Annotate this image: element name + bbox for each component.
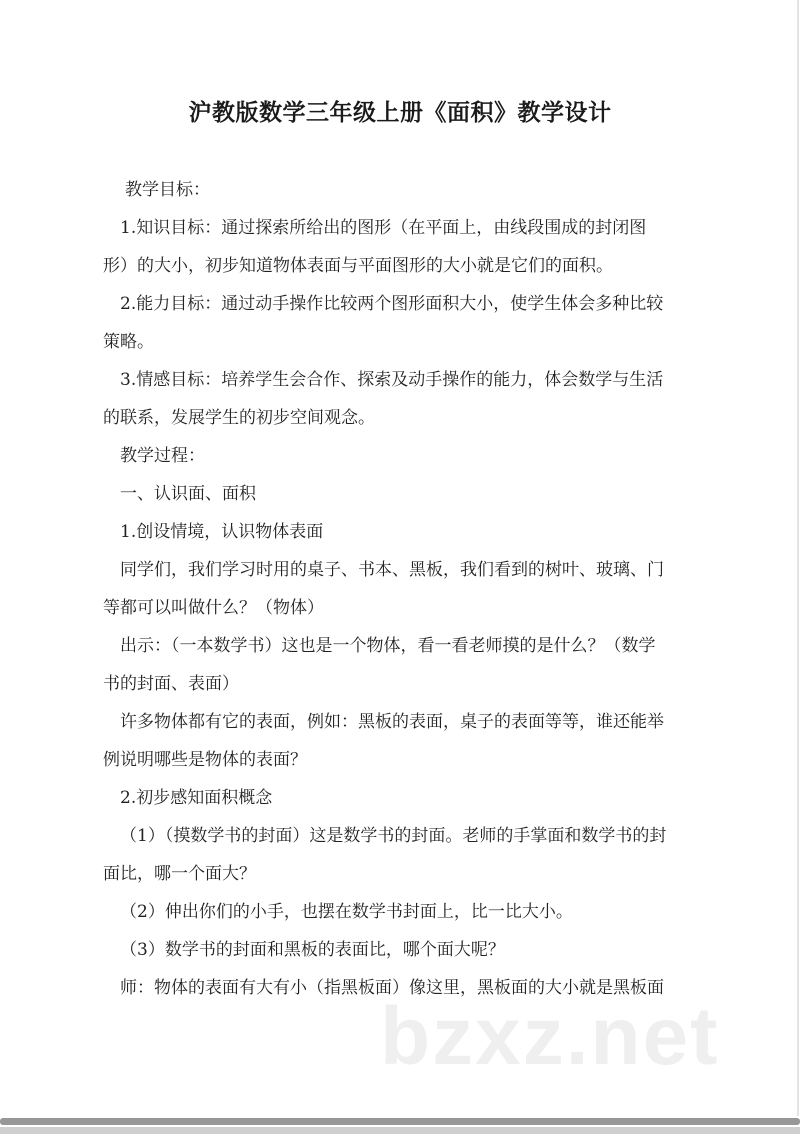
paragraph-step-1 (103, 817, 703, 893)
subheading-area-concept (103, 779, 703, 817)
text-line: 出示：（一本数学书）这也是一个物体，看一看老师摸的是什么？（数学 (120, 636, 656, 656)
section-heading-teaching-process (103, 437, 703, 475)
text-line: 面比，哪一个面大？ (103, 864, 256, 884)
paragraph-show-math-book (103, 627, 703, 703)
document-body (103, 171, 703, 1007)
text-line: 2.初步感知面积概念 (120, 788, 273, 808)
paragraph-emotional-goal (103, 361, 703, 437)
subheading-create-scenario (103, 513, 703, 551)
text-line: （1）（摸数学书的封面）这是数学书的封面。老师的手掌面和数学书的封 (120, 826, 667, 846)
paragraph-step-3 (103, 931, 703, 969)
section-heading-teaching-goals (103, 171, 703, 209)
section-heading-part-one (103, 475, 703, 513)
text-line: 教学过程： (120, 446, 205, 466)
paragraph-ability-goal (103, 285, 703, 361)
text-line: 同学们，我们学习时用的桌子、书本、黑板，我们看到的树叶、玻璃、门 (120, 560, 664, 580)
paragraph-step-2 (103, 893, 703, 931)
text-line: 策略。 (103, 332, 154, 352)
text-line: 一、认识面、面积 (120, 484, 256, 504)
viewer-bottom-edge (0, 1127, 800, 1134)
paragraph-objects-question (103, 551, 703, 627)
document-title: 沪教版数学三年级上册《面积》教学设计 (188, 100, 612, 126)
watermark-text: bzxz.net (380, 991, 720, 1082)
text-line: 1.创设情境，认识物体表面 (120, 522, 324, 542)
text-line: 例说明哪些是物体的表面？ (103, 750, 307, 770)
text-line: 2.能力目标：通过动手操作比较两个图形面积大小，使学生体会多种比较 (120, 294, 664, 314)
text-line: 师：物体的表面有大有小（指黑板面）像这里，黑板面的大小就是黑板面 (120, 978, 664, 998)
text-line: 许多物体都有它的表面，例如：黑板的表面，桌子的表面等等，谁还能举 (120, 712, 664, 732)
paragraph-teacher-remark (103, 969, 703, 1007)
paragraph-knowledge-goal (103, 209, 703, 285)
text-line: 教学目标： (125, 180, 210, 200)
horizontal-scrollbar[interactable] (0, 1118, 800, 1125)
text-line: 的联系，发展学生的初步空间观念。 (103, 408, 375, 428)
text-line: 形）的大小，初步知道物体表面与平面图形的大小就是它们的面积。 (103, 256, 613, 276)
paragraph-surface-examples (103, 703, 703, 779)
text-line: 等都可以叫做什么？（物体） (103, 598, 324, 618)
text-line: （2）伸出你们的小手，也摆在数学书封面上，比一比大小。 (120, 902, 573, 922)
text-line: 书的封面、表面） (103, 674, 239, 694)
text-line: （3）数学书的封面和黑板的表面比，哪个面大呢？ (120, 940, 505, 960)
text-line: 1.知识目标：通过探索所给出的图形（在平面上，由线段围成的封闭图 (120, 218, 647, 238)
text-line: 3.情感目标：培养学生会合作、探索及动手操作的能力，体会数学与生活 (120, 370, 664, 390)
